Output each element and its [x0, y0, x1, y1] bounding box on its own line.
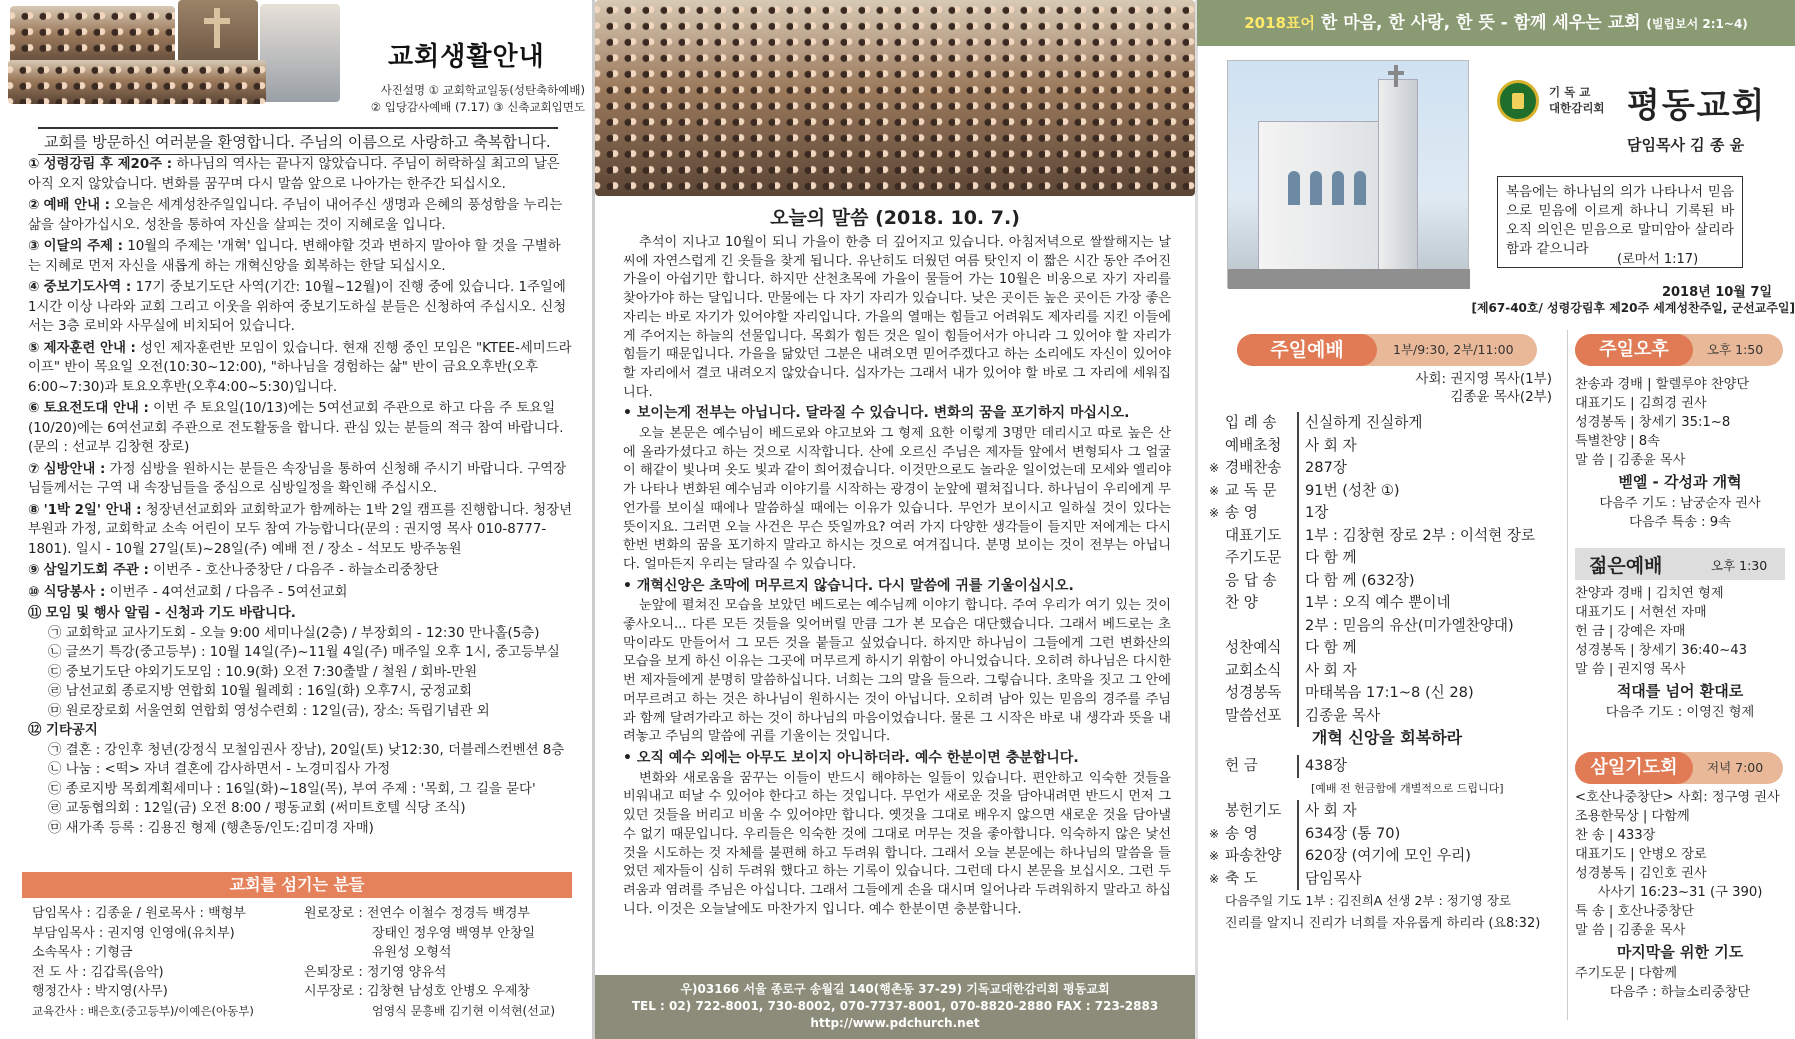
announcement-item: ② 예배 안내 : 오늘은 세계성찬주일입니다. 주님이 내어주신 생명과 은혜의 풍성함을 누리는 삶을 살아가십시오. 성찬을 통하여 자신을 살피는 것이 지혜로울 입니다.	[28, 198, 563, 233]
sermon-title: 오늘의 말씀 (2018. 10. 7.)	[770, 207, 1020, 229]
wednesday-row: <호산나중창단> 사회: 정구영 권사	[1575, 790, 1780, 805]
order-row: 응 답 송 다 함 께 (632장)	[1197, 570, 1577, 593]
servants-heading: 교회를 섬기는 분들	[22, 872, 572, 898]
sermon-title-row: 개혁 신앙을 회복하라	[1311, 728, 1463, 747]
announcement-item: ⑧ '1박 2일' 안내 : 청장년선교회와 교회학교가 함께하는 1박 2일 캠프를 진행합니다. 청장년부원과 가정, 교회학교 소속 어린이 모두 참여 가능합니다(문의 : 권지영 목사 010-8777-1801). 일시 - 10월 27일(토)~28일(주) 예배 전 / 장소 - 석모도 방주농원	[28, 502, 573, 557]
photo-congregation	[8, 60, 266, 104]
sunday-service-header	[1237, 334, 1537, 366]
youth-service-header	[1575, 548, 1785, 580]
order-row: 찬 양 1부 : 오직 예수 뿐이네	[1197, 592, 1577, 615]
announcement-item: ⑩ 식당봉사 : 이번주 - 4여선교회 / 다음주 - 5여선교회	[28, 584, 348, 600]
order-row: 입 례 송 신실하게 진실하게	[1197, 412, 1577, 435]
youth-next-prayer: 다음주 기도 : 이영진 형제	[1605, 705, 1755, 720]
motto-reference: (빌립보서 2:1~4)	[1646, 17, 1748, 31]
order-row: ※ 교 독 문 91번 (성찬 ①)	[1197, 480, 1577, 503]
youth-service-time: 오후 1:30	[1711, 558, 1768, 573]
afternoon-service-header	[1575, 334, 1783, 366]
sermon-point: • 보이는게 전부는 아닙니다. 달라질 수 있습니다. 변화의 꿈을 포기하지 마십시오.	[623, 405, 1130, 422]
afternoon-row: 성경봉독 | 창세기 35:1~8	[1575, 415, 1731, 430]
wednesday-row: 주기도문 | 다함께	[1575, 966, 1678, 981]
youth-service-order	[1575, 584, 1785, 722]
other-notices-heading: ⑫ 기타공지	[28, 723, 98, 738]
sermon-point: • 개혁신앙은 초막에 머무르지 않습니다. 다시 말씀에 귀를 기울이십시오.	[623, 577, 1074, 594]
website-link[interactable]: http://www.pdchurch.net	[810, 1016, 980, 1030]
photo-caption: 사진설명 ① 교회학교일동(성탄축하예배) ② 입당감사예배 (7.17) ③ 신축교회입면도	[370, 83, 585, 114]
announcement-item: ③ 이달의 주제 : 10월의 주제는 '개혁' 입니다. 변해야할 것과 변하지 말아야 할 것을 구별하는 지혜로 먼저 자신을 새롭게 하는 개혁신앙을 회복하는 한달 되십시오.	[28, 239, 561, 274]
servant-line: 소속목사 : 기형금	[32, 945, 133, 960]
sermon-point: • 오직 예수 외에는 아무도 보이지 아니하더라. 예수 한분이면 충분합니다.	[623, 749, 1079, 766]
order-row: 대표기도 1부 : 김창현 장로 2부 : 이석현 장로	[1197, 525, 1577, 548]
order-row: 말씀선포 김종윤 목사	[1197, 705, 1577, 728]
order-row: ※ 경배찬송 287장	[1197, 457, 1577, 480]
order-row: 예배초청 사 회 자	[1197, 435, 1577, 458]
order-row: ※ 축 도 담임목사	[1197, 868, 1577, 891]
motto-text: 한 마음, 한 사랑, 한 뜻 - 함께 세우는 교회	[1320, 13, 1641, 33]
servant-line: 원로장로 : 전연수 이철수 정경득 백경부	[304, 906, 530, 921]
afternoon-row: 대표기도 | 김희경 권사	[1575, 396, 1707, 411]
address: 우)03166 서울 종로구 송월길 140(행촌동 37-29) 기독교대한감리회 평동교회	[680, 982, 1110, 996]
servant-line: 유원성 오형석	[372, 945, 452, 960]
sermon-paragraph: 눈앞에 펼쳐진 모습을 보았던 베드로는 예수님께 이야기 합니다. 주여 우리가 여기 있는 것이 좋사오니... 다른 모든 것들을 잊어버릴 만큼 그가 본 모습은 대단했습니다. 그래서 베드로는 초막이라도 만들어서 그 모든 것을 붙들고 싶었습니다. 하지만 하나님이 그들에게 그런 변화산의 모습을 보게 하신 이유는 그곳에 머무르게 하시기 위함이 아니었습니다. 오히려 하나님은 다시한번 제자들에게 분명히 말씀하십니다. 너희는 그의 말을 들으라. 그렇습니다. 초막을 짓고 그 안에 머무르려고 하는 것은 하나님이 원하시는 것이 아닙니다. 오히려 남아 있는 믿음의 경주를 주님과 함께 달려가라고 하는 것이 하나님의 마음이었습니다. 물론 그 시작은 바로 내 생각과 뜻을 내려놓고 주님의 말씀에 귀를 기울이는 것입니다.	[623, 598, 1171, 745]
afternoon-service-time: 오후 1:50	[1707, 342, 1764, 357]
servant-line: 교육간사 : 배은호(중고등부)/이예은(아동부)	[32, 1003, 254, 1018]
closing-verse: 진리를 알지니 진리가 너희를 자유롭게 하리라 (요8:32)	[1225, 915, 1541, 931]
order-row: ※ 파송찬양 620장 (여기에 모인 우리)	[1197, 845, 1577, 868]
youth-row: 찬양과 경배 | 김치연 형제	[1575, 586, 1724, 601]
wednesday-row: 특 송 | 호산나중창단	[1575, 904, 1694, 919]
order-row: 헌 금 438장	[1197, 755, 1577, 778]
servant-line: 전 도 사 : 김갑록(음악)	[32, 964, 164, 980]
announcement-item: ⑤ 제자훈련 안내 : 성인 제자훈련반 모임이 있습니다. 현재 진행 중인 모임은 "KTEE-세미드라이프" 반이 목요일 오전(10:30~12:00), "하나님을 경험하는 삶" 반이 금요오후반(오후6:00~7:30)과 토요오후반(오후4:00~5:30)입니다.	[28, 340, 572, 395]
announcement-item: ⑨ 삼일기도회 주관 : 이번주 - 호산나중창단 / 다음주 - 하늘소리중창단	[28, 563, 439, 578]
order-row: 성경봉독 마태복음 17:1~8 (신 28)	[1197, 682, 1577, 705]
youth-row: 대표기도 | 서현선 자매	[1575, 605, 1707, 620]
service-leaders: 사회: 권지영 목사(1부) 김종윤 목사(2부)	[1415, 371, 1552, 405]
servant-line: 장태인 정우영 백영부 안창일	[372, 925, 536, 941]
order-row: [예배 전 헌금함에 개별적으로 드립니다]	[1311, 781, 1504, 795]
announcement-item: ⑪ 모임 및 행사 알림 - 신청과 기도 바랍니다.	[28, 606, 296, 621]
bulletin-issue: [제67-40호/ 성령강림후 제20주 세계성찬주일, 군선교주일]	[1471, 301, 1795, 315]
youth-row: 말 씀 | 권지영 목사	[1575, 662, 1686, 677]
sermon-paragraph: 오늘 본문은 예수님이 베드로와 야고보와 그 형제 요한 이렇게 3명만 데리시고 따로 높은 산에 올라가셨다고 하는 것으로 시작합니다. 산에 오르신 주님은 제자들 앞에서 변형되사 그 얼굴이 해같이 빛나며 옷도 빛과 같이 희어졌습니다. 이것만으로도 놀라운 일이었는데 모세와 엘리야가 나타나 변화된 예수님과 이야기를 시작하는 광경이 눈앞에 펼쳐집니다. 하나님이 우리에게 무언가를 보이실 때에나 말씀하실 때에는 이유가 있습니다. 무언가 보이시고 일하실 것이 있다는 뜻이지요. 그러면 오늘 사건은 무슨 뜻일까요? 여러 가지 다양한 생각들이 들지만 저에게는 다시한번 변화의 꿈을 포기하지 말라고 하시는 것으로 여겨집니다. 분명 보이는 것이 전부는 아닙니다. 얼마든지 우리는 달라질 수 있습니다.	[623, 426, 1171, 572]
order-row: ※ 송 영 634장 (통 70)	[1197, 823, 1577, 846]
youth-row: 헌 금 | 강예은 자매	[1575, 624, 1686, 639]
servant-line: 담임목사 : 김종윤 / 원로목사 : 백형부	[32, 906, 246, 921]
afternoon-service-order	[1575, 375, 1785, 532]
announcement-item: ⑥ 토요전도대 안내 : 이번 주 토요일(10/13)에는 5여선교회 주관으로 하고 다음 주 토요일(10/20)에는 6여선교회 주관으로 전도활동을 합니다. 관심 있는 분들의 적극 참여 바랍니다.(문의 : 선교부 김창현 장로)	[28, 401, 564, 455]
event-item: ㉡ 글쓰기 특강(중고등부) : 10월 14일(주)~11월 4일(주) 매주일 오후 1시, 중고등부실	[48, 645, 560, 660]
senior-pastor: 담임목사 김 종 윤	[1627, 136, 1745, 154]
contact-footer	[595, 975, 1195, 1039]
sunday-service-label: 주일예배	[1237, 334, 1377, 366]
notice-item: ㉠ 결혼 : 강인후 청년(강정식 모철임권사 장남), 20일(토) 낮12:30, 더블레스컨벤션 8층	[48, 742, 565, 758]
servant-line: 시무장로 : 김창현 남성호 안병오 우제창	[304, 984, 530, 999]
church-building-image	[1227, 60, 1469, 288]
youth-row: 성경봉독 | 창세기 36:40~43	[1575, 643, 1748, 658]
afternoon-sermon-title: 벧엘 - 각성과 개혁	[1618, 473, 1742, 491]
afternoon-service-label: 주일오후	[1575, 334, 1693, 366]
scripture-box: 복음에는 하나님의 의가 나타나서 믿음으로 믿음에 이르게 하나니 기록된 바 오직 의인은 믿음으로 말미암아 살리라 함과 같으니라	[1497, 176, 1743, 268]
event-item: ㉢ 중보기도단 야외기도모임 : 10.9(화) 오전 7:30출발 / 철원 / 회바-만원	[48, 664, 478, 680]
notice-item: ㉢ 종로지방 목회계획세미나 : 16일(화)~18일(목), 부여 주제 : '목회, 그 길을 묻다'	[48, 781, 536, 797]
youth-sermon-title: 적대를 넘어 환대로	[1616, 682, 1744, 700]
announcement-item: ④ 중보기도사역 : 17기 중보기도단 사역(기간: 10월~12월)이 진행 중에 있습니다. 1주일에 1시간 이상 나라와 교회 그리고 이웃을 위하여 중보기도하실 분들은 신청하여 주십시오. 신청서는 3층 로비와 사무실에 비치되어 있습니다.	[28, 280, 567, 334]
order-row: 봉헌기도 사 회 자	[1197, 800, 1577, 823]
bulletin-date: 2018년 10월 7일	[1661, 285, 1772, 300]
servant-line: 엄영식 문흥배 김기현 이석현(선교)	[372, 1003, 556, 1018]
announcement-item: ⑦ 심방안내 : 가정 심방을 원하시는 분들은 속장님을 통하여 신청해 주시기 바랍니다. 구역장님들께서는 구역 내 속장님들을 중심으로 심방일정을 확인해 주십시오.	[28, 461, 567, 496]
wednesday-prayer-time: 저녁 7:00	[1707, 760, 1764, 775]
wednesday-row: 조용한묵상 | 다함께	[1575, 809, 1690, 824]
event-item: ㉠ 교회학교 교사기도회 - 오늘 9:00 세미나실(2층) / 부장회의 - 12:30 만나홀(5층)	[48, 625, 540, 641]
event-item: ㉣ 남선교회 종로지방 연합회 10월 월례회 : 16일(화) 오후7시, 궁정교회	[48, 684, 472, 699]
order-row: 2부 : 믿음의 유산(미가엘찬양대)	[1197, 615, 1577, 638]
servant-line: 부담임목사 : 권지영 인영애(유치부)	[32, 925, 235, 941]
order-row: ※ 송 영 1장	[1197, 502, 1577, 525]
afternoon-row: 찬송과 경배 | 할렐루야 찬양단	[1575, 377, 1750, 392]
notice-item: ㉡ 나눔 : <떡> 자녀 결혼에 감사하면서 - 노경미집사 가정	[48, 762, 391, 777]
wednesday-row: 말 씀 | 김종윤 목사	[1575, 923, 1686, 938]
sermon-body	[623, 234, 1171, 919]
sermon-panel	[595, 0, 1195, 1039]
wednesday-row: 찬 송 | 433장	[1575, 828, 1656, 843]
wednesday-prayer-label: 삼일기도회	[1575, 752, 1693, 784]
welcome-text: 교회를 방문하신 여러분을 환영합니다. 주님의 이름으로 사랑하고 축복합니다.	[38, 127, 558, 155]
wednesday-prayer-order	[1575, 788, 1785, 1002]
order-of-worship	[1197, 412, 1577, 935]
wednesday-row: 성경봉독 | 김인호 권사	[1575, 866, 1707, 881]
notice-item: ㉤ 새가족 등록 : 김용진 형제 (행촌동/인도:김미경 자매)	[48, 820, 374, 836]
methodist-logo-icon	[1497, 80, 1539, 122]
event-item: ㉤ 원로장로회 서울연회 연합회 영성수련회 : 12일(금), 장소: 독립기념관 외	[48, 703, 490, 719]
scripture-reference: (로마서 1:17)	[1617, 252, 1699, 267]
sermon-paragraph: 변화와 새로움을 꿈꾸는 이들이 반드시 해야하는 일들이 있습니다. 편안하고 익숙한 것들을 비워내고 떠날 수 있어야 한다고 하는 것입니다. 무언가 새로운 것을 담아내려면 반드시 먼저 그 있던 것들을 버리고 비울 수 있어야만 합니다. 옛것을 그대로 배우지 않으면 새로운 것을 담아낼수 없기 때문입니다. 우리들은 익숙한 것에 그대로 머무는 것을 좋아합니다. 익숙하지 않은 낯선 것을 시도하는 것 자체를 불편해 하고 두려워 합니다. 그래서 오늘 본문에는 하나님의 말씀을 들었던 제자들이 심히 두려워 했다고 하는 기록이 있습니다. 그런데 다시 본문을 보십시오. 그런 두려움과 염려를 주님은 아십니다. 그래서 그들에게 손을 대시며 일어나라 두려워하지 말라고 하십니다. 이것은 오늘날에도 마찬가지 입니다. 예수 한분이면 충분합니다.	[623, 770, 1171, 917]
servant-line: 행정간사 : 박지영(사무)	[32, 984, 168, 999]
annual-motto-bar	[1197, 0, 1795, 46]
afternoon-next-prayer: 다음주 기도 : 남궁순자 권사	[1599, 496, 1761, 511]
motto-year: 2018표어	[1244, 14, 1315, 32]
youth-service-label: 젊은예배	[1589, 555, 1663, 577]
phone-numbers: TEL : 02) 722-8001, 730-8002, 070-7737-8001, 070-8820-2880 FAX : 723-2883	[631, 999, 1159, 1013]
worship-order-panel	[1197, 0, 1795, 1039]
church-life-panel	[0, 0, 590, 1039]
wednesday-prayer-header	[1575, 752, 1783, 784]
wednesday-next-host: 다음주 : 하늘소리중창단	[1609, 985, 1751, 1000]
wednesday-row: 사사기 16:23~31 (구 390)	[1597, 885, 1763, 900]
afternoon-row: 말 씀 | 김종윤 목사	[1575, 453, 1686, 468]
order-row: 성찬예식 다 함 께	[1197, 637, 1577, 660]
photo-sunday-school	[10, 6, 175, 68]
page-title: 교회생활안내	[388, 42, 545, 72]
afternoon-next-special-song: 다음주 특송 : 9속	[1629, 515, 1731, 530]
next-week-prayer: 다음주일 기도 1부 : 김진희A 선생 2부 : 정기영 장로	[1225, 893, 1511, 908]
announcement-item: ① 성령강림 후 제20주 : 하나님의 역사는 끝나지 않았습니다. 주님이 허락하실 최고의 날은 아직 오지 않았습니다. 변화를 꿈꾸며 다시 말씀 앞으로 나아가는 한주간 되십시오.	[28, 157, 560, 192]
notice-item: ㉣ 교동협의회 : 12일(금) 오전 8:00 / 평동교회 (써미트호텔 식당 조식)	[48, 801, 466, 816]
photo-dedication-service	[595, 0, 1195, 196]
sermon-paragraph: 추석이 지나고 10월이 되니 가을이 한층 더 깊어지고 있습니다. 아침저녁으로 쌀쌀해지는 날씨에 자연스럽게 긴 옷들을 찾게 됩니다. 유난히도 더웠던 여름 탓인지 이 짧은 시간 동안 주어진 가을이 아쉽기만 합니다. 하지만 산천초목에 가을이 물들어 가는 10월은 비옹으로 자기 자리를 찾아가야 하는 달입니다. 만물에는 다 자기 자리가 있습니다. 낮은 곳이든 높은 곳이든 가장 좋은 자리는 바로 자기가 있어야할 자리입니다. 가을의 열매는 힘들고 어려워도 제자리를 지킨 이들에게 주어지는 하늘의 선물입니다. 목회가 힘든 것은 일이 힘들어서가 아니라 그 있어야 할 자리가 힘들기 때문입니다. 가을을 닮았던 그분은 내려오면 믿어주겠다고 하는 소리에도 자신이 있어야할 자리에서 결코 내려오지 않았습니다. 십자가는 그래서 내가 있어야 할 바로 그 자리에 세워집니다.	[623, 235, 1171, 400]
wednesday-sermon-title: 마지막을 위한 기도	[1616, 943, 1744, 961]
sunday-service-time: 1부/9:30, 2부/11:00	[1393, 342, 1514, 357]
wednesday-row: 대표기도 | 안병오 장로	[1575, 847, 1707, 862]
church-name: 평동교회	[1627, 86, 1767, 126]
order-row: 교회소식 사 회 자	[1197, 660, 1577, 683]
afternoon-row: 특별찬양 | 8속	[1575, 434, 1660, 449]
servant-line: 은퇴장로 : 정기영 양유석	[304, 964, 447, 980]
denomination: 기 독 교 대한감리회	[1549, 85, 1605, 115]
announcement-list	[28, 155, 573, 838]
order-row: 주기도문 다 함 께	[1197, 547, 1577, 570]
